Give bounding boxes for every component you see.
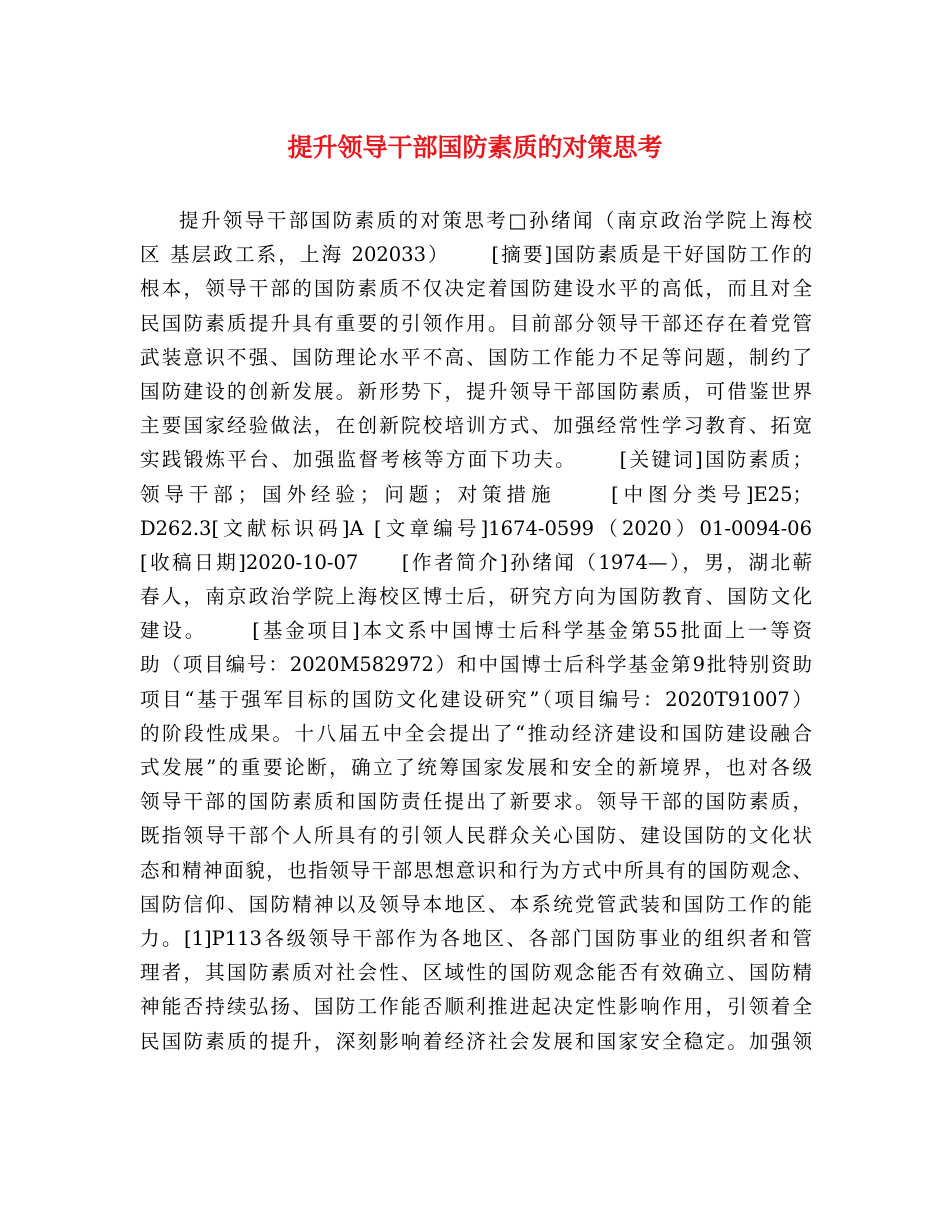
body-line: 根本，领导干部的国防素质不仅决定着国防建设水平的高低，而且对全 — [140, 277, 812, 301]
body-line: 既指领导干部个人所具有的引领人民群众关心国防、建设国防的文化状 — [140, 824, 812, 848]
body-line: 提升领导干部国防素质的对策思考□孙绪闻（南京政治学院上海校 — [179, 209, 812, 232]
body-line: 民国防素质提升具有重要的引领作用。目前部分领导干部还存在着党管 — [140, 311, 812, 335]
body-line: 理者，其国防素质对社会性、区域性的国防观念能否有效确立、国防精 — [140, 961, 812, 985]
body-line: 民国防素质的提升，深刻影响着经济社会发展和国家安全稳定。加强领 — [140, 1029, 812, 1053]
body-line: 武装意识不强、国防理论水平不高、国防工作能力不足等问题，制约了 — [140, 345, 812, 369]
body-line: 建设。 [基金项目]本文系中国博士后科学基金第55批面上一等资 — [140, 619, 812, 643]
body-line: 国防建设的创新发展。新形势下，提升领导干部国防素质，可借鉴世界 — [140, 379, 812, 403]
body-line: 领导干部；国外经验；问题；对策措施 [中图分类号]E25； — [140, 482, 812, 506]
body-line: 助（项目编号：2020M582972）和中国博士后科学基金第9批特别资助 — [140, 653, 812, 677]
body-line: 领导干部的国防素质和国防责任提出了新要求。领导干部的国防素质， — [140, 790, 812, 814]
body-line: 春人，南京政治学院上海校区博士后，研究方向为国防教育、国防文化 — [140, 585, 812, 609]
body-line: [收稿日期]2020-10-07 [作者简介]孙绪闻（1974—），男，湖北蕲 — [140, 550, 812, 574]
body-line: 国防信仰、国防精神以及领导本地区、本系统党管武装和国防工作的能 — [140, 892, 812, 916]
document-title: 提升领导干部国防素质的对策思考 — [287, 133, 663, 162]
body-line: 神能否持续弘扬、国防工作能否顺利推进起决定性影响作用，引领着全 — [140, 995, 812, 1019]
body-line: 项目“基于强军目标的国防文化建设研究”（项目编号：2020T91007） — [140, 687, 812, 711]
body-line: 态和精神面貌，也指领导干部思想意识和行为方式中所具有的国防观念、 — [140, 858, 812, 882]
body-line: 的阶段性成果。十八届五中全会提出了“推动经济建设和国防建设融合 — [140, 721, 812, 745]
document-body — [140, 204, 812, 1059]
body-line: 式发展”的重要论断，确立了统筹国家发展和安全的新境界，也对各级 — [140, 756, 812, 779]
body-line: 实践锻炼平台、加强监督考核等方面下功夫。 [关键词]国防素质； — [140, 448, 812, 472]
body-line: D262.3[文献标识码]A [文章编号]1674-0599（2020）01-0094-06 — [140, 516, 812, 540]
body-line: 区 基层政工系，上海 202033） [摘要]国防素质是干好国防工作的 — [140, 243, 812, 267]
body-line: 力。[1]P113各级领导干部作为各地区、各部门国防事业的组织者和管 — [140, 926, 812, 950]
body-line: 主要国家经验做法，在创新院校培训方式、加强经常性学习教育、拓宽 — [140, 414, 812, 438]
